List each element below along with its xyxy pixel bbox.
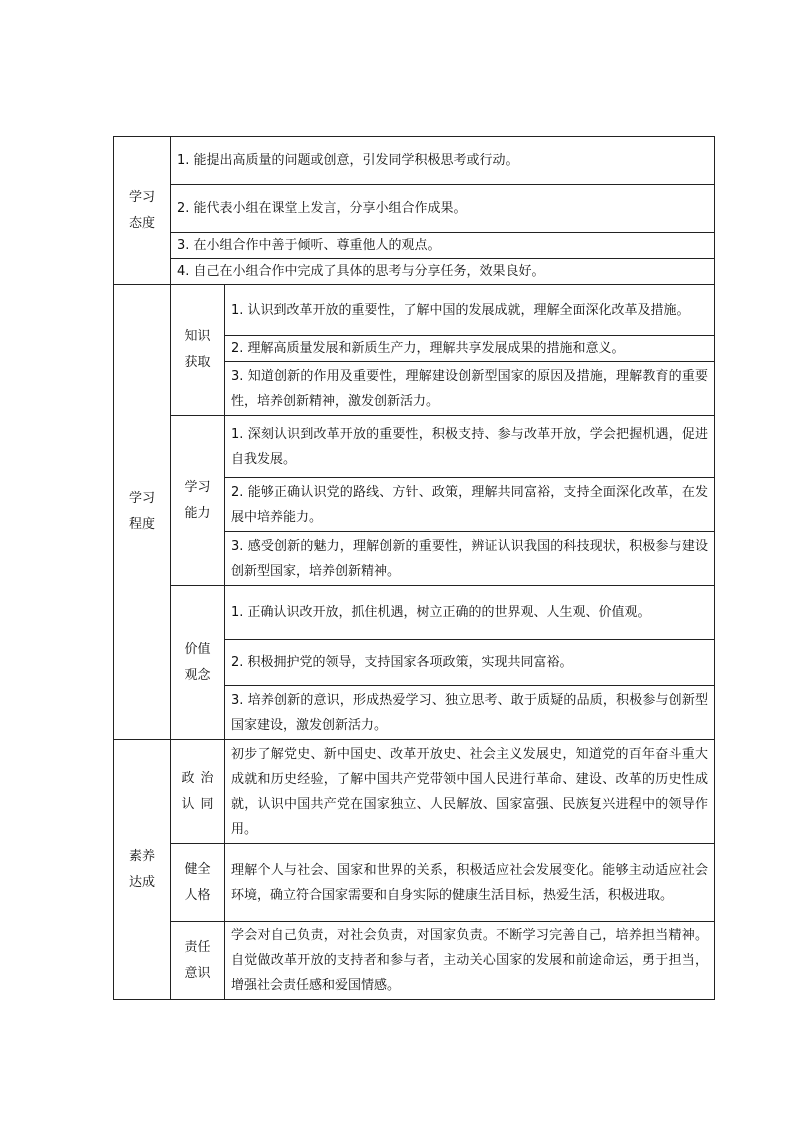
values-label: 价值观念	[171, 586, 225, 740]
values-item-3: 3. 培养创新的意识，形成热爱学习、独立思考、敢于质疑的品质，积极参与创新型国家建设，激发创新活力。	[225, 686, 715, 740]
political-text: 初步了解党史、新中国史、改革开放史、社会主义发展史，知道党的百年奋斗重大成就和历史经验，了解中国共产党带领中国人民进行革命、建设、改革的历史性成就，认识中国共产党在国家独立、人民解放、国家富强、民族复兴进程中的领导作用。	[225, 740, 715, 844]
attitude-item-3: 3. 在小组合作中善于倾听、尊重他人的观点。	[171, 233, 715, 259]
knowledge-item-1: 1. 认识到改革开放的重要性，了解中国的发展成就，理解全面深化改革及措施。	[225, 285, 715, 336]
personality-label: 健全人格	[171, 844, 225, 922]
responsibility-row	[114, 922, 715, 1000]
attitude-item-1: 1. 能提出高质量的问题或创意，引发同学积极思考或行动。	[171, 137, 715, 185]
ability-row-1	[114, 416, 715, 478]
ability-item-2: 2. 能够正确认识党的路线、方针、政策，理解共同富裕，支持全面深化改革，在发展中培养能力。	[225, 478, 715, 532]
attitude-row-3	[114, 233, 715, 259]
values-item-1: 1. 正确认识改开放，抓住机遇，树立正确的的世界观、人生观、价值观。	[225, 586, 715, 640]
ability-label: 学习能力	[171, 416, 225, 586]
attitude-row-2	[114, 185, 715, 233]
attitude-item-4: 4. 自己在小组合作中完成了具体的思考与分享任务，效果良好。	[171, 259, 715, 285]
knowledge-label: 知识获取	[171, 285, 225, 416]
attitude-label: 学习态度	[114, 137, 171, 285]
personality-row	[114, 844, 715, 922]
knowledge-item-3: 3. 知道创新的作用及重要性，理解建设创新型国家的原因及措施，理解教育的重要性，培养创新精神，激发创新活力。	[225, 362, 715, 416]
responsibility-text: 学会对自己负责，对社会负责，对国家负责。不断学习完善自己，培养担当精神。自觉做改革开放的支持者和参与者，主动关心国家的发展和前途命运，勇于担当，增强社会责任感和爱国情感。	[225, 922, 715, 1000]
evaluation-table	[113, 136, 715, 1000]
ability-item-3: 3. 感受创新的魅力，理解创新的重要性，辨证认识我国的科技现状，积极参与建设创新型国家，培养创新精神。	[225, 532, 715, 586]
political-label: 政治认同	[171, 740, 225, 844]
political-row	[114, 740, 715, 844]
knowledge-item-2: 2. 理解高质量发展和新质生产力，理解共享发展成果的措施和意义。	[225, 336, 715, 362]
values-row-1	[114, 586, 715, 640]
ability-item-1: 1. 深刻认识到改革开放的重要性，积极支持、参与改革开放，学会把握机遇，促进自我发展。	[225, 416, 715, 478]
attitude-item-2: 2. 能代表小组在课堂上发言，分享小组合作成果。	[171, 185, 715, 233]
values-item-2: 2. 积极拥护党的领导，支持国家各项政策，实现共同富裕。	[225, 640, 715, 686]
attitude-row-4	[114, 259, 715, 285]
knowledge-row-1	[114, 285, 715, 336]
attitude-row-1	[114, 137, 715, 185]
literacy-label: 素养达成	[114, 740, 171, 1000]
degree-label: 学习程度	[114, 285, 171, 740]
personality-text: 理解个人与社会、国家和世界的关系，积极适应社会发展变化。能够主动适应社会环境，确立符合国家需要和自身实际的健康生活目标，热爱生活，积极进取。	[225, 844, 715, 922]
responsibility-label: 责任意识	[171, 922, 225, 1000]
